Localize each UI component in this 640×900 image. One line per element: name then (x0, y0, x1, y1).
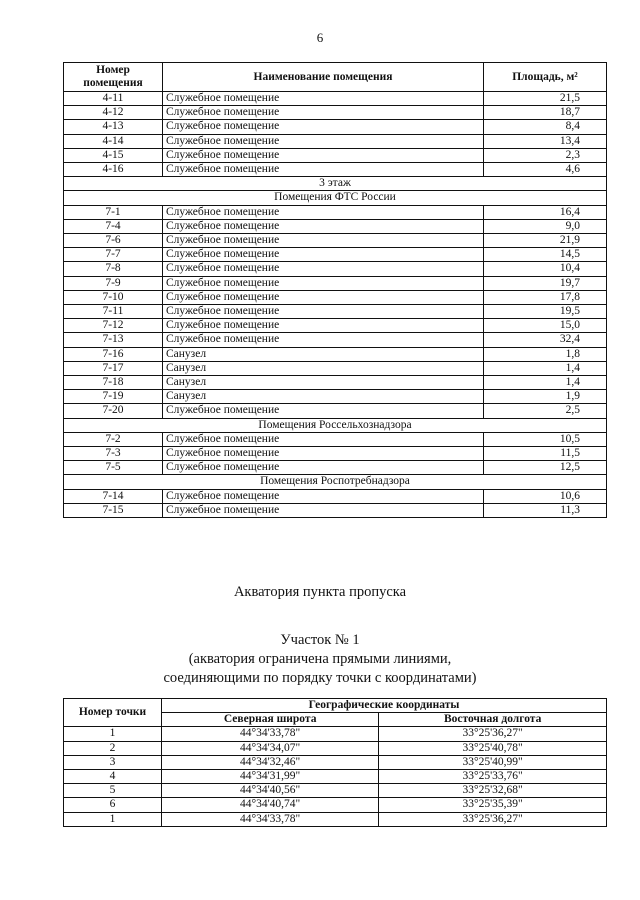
header-room-number: Номер помещения (64, 63, 163, 92)
section-heading: Участок № 1 (280, 632, 360, 648)
section-row (64, 191, 607, 205)
room-name: Служебное помещение (163, 489, 484, 503)
room-name: Служебное помещение (163, 461, 484, 475)
latitude: 44°34'34,07" (162, 741, 379, 755)
room-number: 4-16 (64, 163, 163, 177)
point-number: 3 (64, 755, 162, 769)
table-row (64, 489, 607, 503)
room-name: Служебное помещение (163, 234, 484, 248)
room-area: 4,6 (484, 163, 607, 177)
point-number: 1 (64, 812, 162, 826)
rooms-table-body (64, 92, 607, 518)
table-row (64, 361, 607, 375)
room-name: Служебное помещение (163, 305, 484, 319)
room-area: 2,5 (484, 404, 607, 418)
latitude: 44°34'31,99" (162, 770, 379, 784)
table-row (64, 432, 607, 446)
room-name: Служебное помещение (163, 447, 484, 461)
room-number: 4-12 (64, 106, 163, 120)
table-row (64, 333, 607, 347)
room-number: 7-9 (64, 276, 163, 290)
room-number: 7-4 (64, 219, 163, 233)
point-number: 4 (64, 770, 162, 784)
room-number: 7-5 (64, 461, 163, 475)
table-row (64, 812, 607, 826)
room-number: 7-6 (64, 234, 163, 248)
table-row (64, 148, 607, 162)
point-number: 1 (64, 727, 162, 741)
room-name: Служебное помещение (163, 219, 484, 233)
room-area: 21,5 (484, 92, 607, 106)
point-number: 2 (64, 741, 162, 755)
point-number: 6 (64, 798, 162, 812)
room-area: 9,0 (484, 219, 607, 233)
longitude: 33°25'35,39" (379, 798, 607, 812)
room-number: 7-18 (64, 376, 163, 390)
table-row (64, 234, 607, 248)
table-row (64, 461, 607, 475)
table-row (64, 163, 607, 177)
table-row (64, 248, 607, 262)
page-number: 6 (316, 30, 324, 45)
room-number: 7-20 (64, 404, 163, 418)
room-number: 7-3 (64, 447, 163, 461)
room-number: 7-13 (64, 333, 163, 347)
section-title: 3 этаж (64, 177, 607, 191)
latitude: 44°34'32,46" (162, 755, 379, 769)
room-name: Служебное помещение (163, 319, 484, 333)
aquatory-heading: Акватория пункта пропуска (233, 584, 407, 600)
table-row (64, 755, 607, 769)
room-name: Служебное помещение (163, 248, 484, 262)
room-area: 16,4 (484, 205, 607, 219)
table-row (64, 784, 607, 798)
room-name: Служебное помещение (163, 148, 484, 162)
room-number: 7-7 (64, 248, 163, 262)
room-name: Служебное помещение (163, 262, 484, 276)
room-name: Служебное помещение (163, 503, 484, 517)
coordinates-table (63, 698, 607, 827)
room-area: 10,6 (484, 489, 607, 503)
room-number: 7-10 (64, 290, 163, 304)
section-row (64, 418, 607, 432)
table-row (64, 390, 607, 404)
table-row (64, 290, 607, 304)
section-title: Помещения ФТС России (64, 191, 607, 205)
room-area: 11,5 (484, 447, 607, 461)
room-name: Служебное помещение (163, 333, 484, 347)
room-number: 4-15 (64, 148, 163, 162)
room-area: 15,0 (484, 319, 607, 333)
room-area: 1,8 (484, 347, 607, 361)
room-area: 17,8 (484, 290, 607, 304)
table-row (64, 106, 607, 120)
latitude: 44°34'40,56" (162, 784, 379, 798)
room-number: 4-13 (64, 120, 163, 134)
room-area: 12,5 (484, 461, 607, 475)
room-name: Санузел (163, 390, 484, 404)
header-latitude: Северная широта (162, 713, 379, 727)
table-row (64, 92, 607, 106)
section-title: Помещения Россельхознадзора (64, 418, 607, 432)
room-area: 10,5 (484, 432, 607, 446)
table-row (64, 347, 607, 361)
room-area: 11,3 (484, 503, 607, 517)
table-row (64, 727, 607, 741)
longitude: 33°25'33,76" (379, 770, 607, 784)
room-name: Санузел (163, 361, 484, 375)
table-row (64, 205, 607, 219)
room-area: 21,9 (484, 234, 607, 248)
table-row (64, 770, 607, 784)
room-name: Санузел (163, 347, 484, 361)
latitude: 44°34'33,78" (162, 727, 379, 741)
longitude: 33°25'36,27" (379, 812, 607, 826)
coordinates-table-body (64, 727, 607, 826)
room-area: 13,4 (484, 134, 607, 148)
room-area: 1,9 (484, 390, 607, 404)
room-number: 7-11 (64, 305, 163, 319)
section-description-line-1: (акватория ограничена прямыми линиями, (188, 651, 452, 667)
room-area: 18,7 (484, 106, 607, 120)
room-number: 4-11 (64, 92, 163, 106)
table-row (64, 503, 607, 517)
room-area: 14,5 (484, 248, 607, 262)
section-row (64, 177, 607, 191)
longitude: 33°25'40,99" (379, 755, 607, 769)
room-area: 1,4 (484, 376, 607, 390)
room-name: Служебное помещение (163, 163, 484, 177)
room-area: 1,4 (484, 361, 607, 375)
latitude: 44°34'33,78" (162, 812, 379, 826)
room-name: Служебное помещение (163, 120, 484, 134)
rooms-table-header (64, 63, 607, 92)
room-area: 19,7 (484, 276, 607, 290)
room-number: 7-14 (64, 489, 163, 503)
room-name: Служебное помещение (163, 290, 484, 304)
room-number: 7-19 (64, 390, 163, 404)
room-area: 10,4 (484, 262, 607, 276)
room-area: 19,5 (484, 305, 607, 319)
point-number: 5 (64, 784, 162, 798)
rooms-table (63, 62, 607, 518)
header-point-number: Номер точки (64, 699, 162, 727)
table-row (64, 319, 607, 333)
table-row (64, 219, 607, 233)
table-row (64, 741, 607, 755)
room-number: 7-2 (64, 432, 163, 446)
section-title: Помещения Роспотребнадзора (64, 475, 607, 489)
section-row (64, 475, 607, 489)
header-geo-coordinates: Географические координаты (162, 699, 607, 713)
room-name: Санузел (163, 376, 484, 390)
room-name: Служебное помещение (163, 432, 484, 446)
header-longitude: Восточная долгота (379, 713, 607, 727)
coords-header-row-1 (64, 699, 607, 713)
table-row (64, 276, 607, 290)
table-row (64, 447, 607, 461)
room-name: Служебное помещение (163, 106, 484, 120)
room-area: 32,4 (484, 333, 607, 347)
longitude: 33°25'32,68" (379, 784, 607, 798)
table-row (64, 376, 607, 390)
room-number: 4-14 (64, 134, 163, 148)
room-area: 2,3 (484, 148, 607, 162)
table-row (64, 798, 607, 812)
room-name: Служебное помещение (163, 205, 484, 219)
table-row (64, 134, 607, 148)
table-row (64, 262, 607, 276)
table-row (64, 120, 607, 134)
room-number: 7-8 (64, 262, 163, 276)
room-number: 7-12 (64, 319, 163, 333)
room-number: 7-1 (64, 205, 163, 219)
longitude: 33°25'40,78" (379, 741, 607, 755)
header-room-name: Наименование помещения (163, 63, 484, 92)
longitude: 33°25'36,27" (379, 727, 607, 741)
table-row (64, 404, 607, 418)
room-name: Служебное помещение (163, 404, 484, 418)
room-name: Служебное помещение (163, 92, 484, 106)
room-name: Служебное помещение (163, 134, 484, 148)
room-number: 7-16 (64, 347, 163, 361)
section-description-line-2: соединяющими по порядку точки с координатами) (163, 670, 477, 686)
table-row (64, 305, 607, 319)
room-number: 7-15 (64, 503, 163, 517)
room-name: Служебное помещение (163, 276, 484, 290)
latitude: 44°34'40,74" (162, 798, 379, 812)
header-room-area: Площадь, м² (484, 63, 607, 92)
room-area: 8,4 (484, 120, 607, 134)
room-number: 7-17 (64, 361, 163, 375)
